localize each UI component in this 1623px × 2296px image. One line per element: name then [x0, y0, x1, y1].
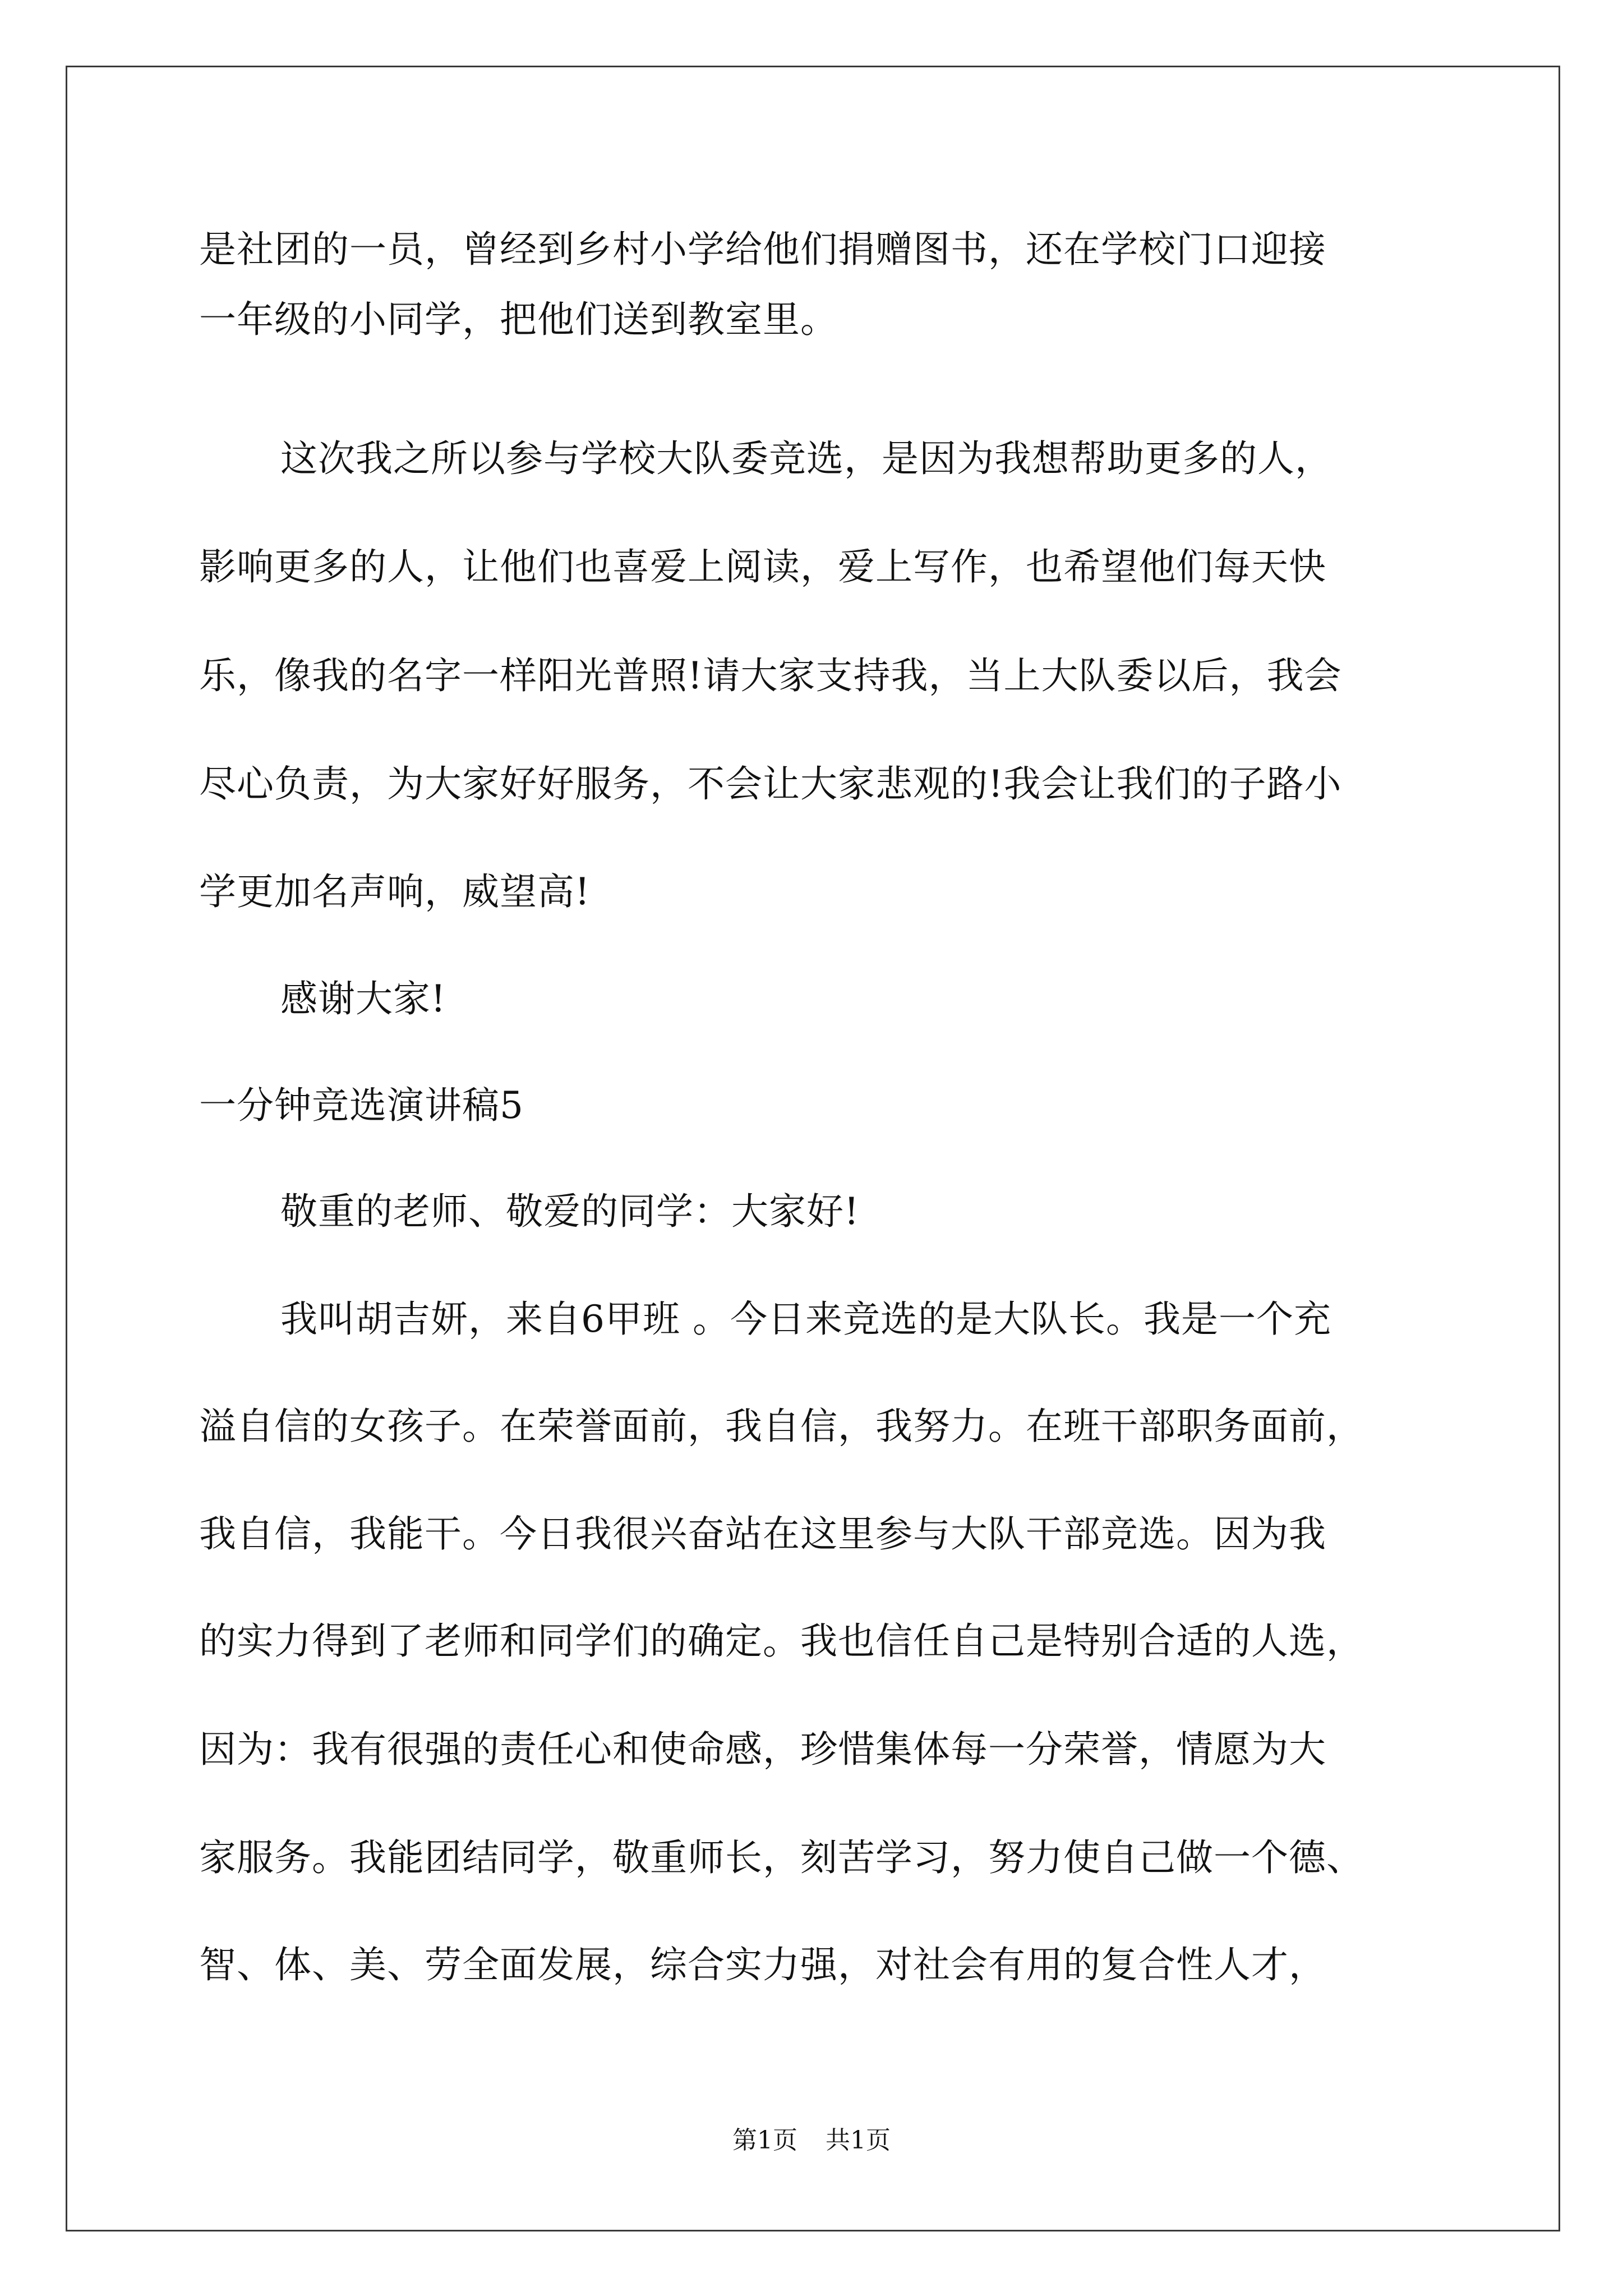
section-heading: 一分钟竞选演讲稿5 [199, 1084, 524, 1127]
body-line: 乐，像我的名字一样阳光普照!请大家支持我，当上大队委以后，我会 [199, 654, 1342, 697]
page-border [66, 66, 1560, 2231]
body-line: 因为：我有很强的责任心和使命感，珍惜集体每一分荣誉，情愿为大 [199, 1728, 1326, 1771]
body-line: 溢自信的女孩子。在荣誉面前，我自信，我努力。在班干部职务面前， [199, 1405, 1364, 1448]
body-line: 我叫胡吉妍，来自6甲班 。今日来竞选的是大队长。我是一个充 [280, 1297, 1331, 1341]
body-line: 家服务。我能团结同学，敬重师长，刻苦学习，努力使自己做一个德、 [199, 1836, 1364, 1879]
body-line: 是社团的一员，曾经到乡村小学给他们捐赠图书，还在学校门口迎接 [199, 228, 1326, 271]
body-line: 智、体、美、劳全面发展，综合实力强，对社会有用的复合性人才， [199, 1943, 1326, 1986]
body-line: 这次我之所以参与学校大队委竞选，是因为我想帮助更多的人， [280, 437, 1332, 480]
body-line: 我自信，我能干。今日我很兴奋站在这里参与大队干部竞选。因为我 [199, 1512, 1326, 1556]
body-line: 的实力得到了老师和同学们的确定。我也信任自己是特别合适的人选， [199, 1619, 1364, 1663]
body-line: 影响更多的人，让他们也喜爱上阅读，爱上写作，也希望他们每天快 [199, 545, 1326, 588]
body-line: 学更加名声响，威望高! [199, 870, 591, 913]
body-line: 感谢大家! [280, 977, 446, 1020]
greeting-line: 敬重的老师、敬爱的同学：大家好! [280, 1190, 860, 1233]
page-footer [0, 2128, 1623, 2153]
page-total: 共1页 [826, 2126, 891, 2155]
body-line: 一年级的小同学，把他们送到教室里。 [199, 298, 838, 341]
body-line: 尽心负责，为大家好好服务，不会让大家悲观的!我会让我们的子路小 [199, 762, 1342, 806]
page-number: 第1页 [732, 2126, 797, 2155]
